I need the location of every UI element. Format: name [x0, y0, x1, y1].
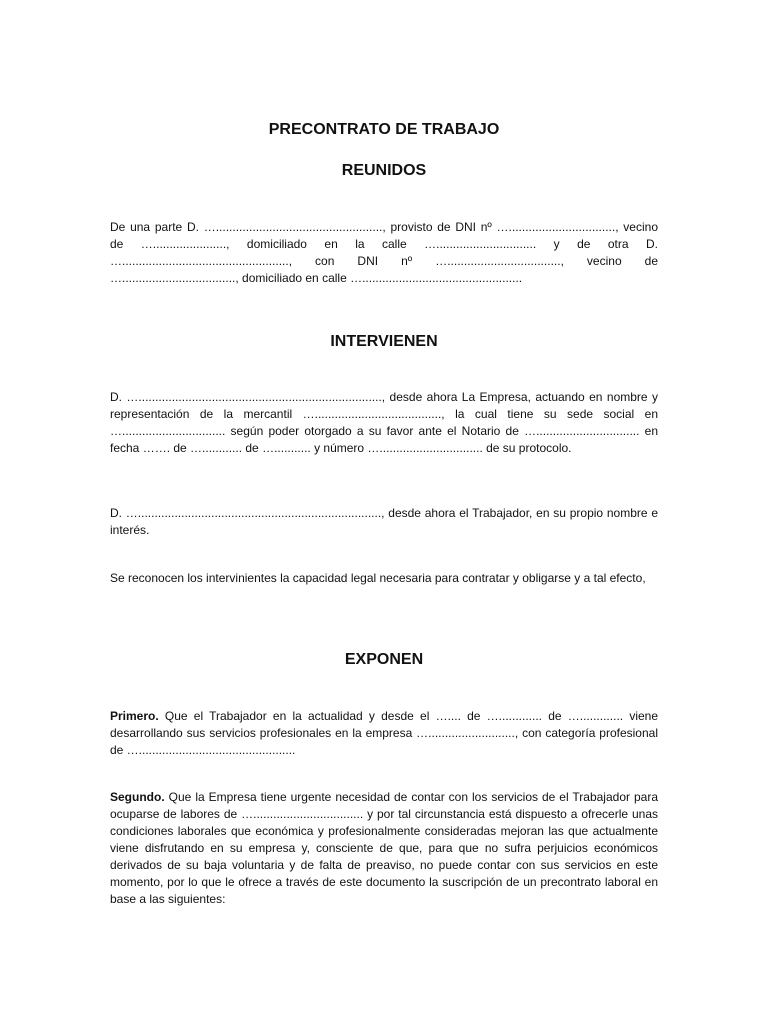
intervienen-paragraph-empresa: D. …........................................................................., desde ahora La Empresa, actuando en nombre y representación de la mercantil …......................................, la cual tiene su sede social en …............................... según poder otorgado a su favor ante el Notario de …............................... en fecha ……. de …............ de …........... y número …............................... de su protocolo. — [110, 390, 658, 455]
exponen-item-text: Que la Empresa tiene urgente necesidad de contar con los servicios de el Trabajador para ocuparse de labores de …................................. y por tal circunstancia está dispuesto a ofrecerle unas condiciones laborales que económica y profesionalmente consideradas mejoran las que actualmente viene disfrutando en su empresa y, consciente de que, para que no sufra perjuicios económicos derivados de su baja voluntaria y de falta de preaviso, no puede contar con sus servicios en este momento, por lo que le ofrece a través de este documento la suscripción de un precontrato laboral en base a las siguientes: — [110, 790, 658, 906]
exponen-item-lead: Primero. — [110, 709, 159, 723]
intervienen-paragraph-trabajador: D. …........................................................................., desde ahora el Trabajador, en su propio nombre e interés. — [110, 506, 658, 537]
intervienen-paragraph-capacidad: Se reconocen los intervinientes la capacidad legal necesaria para contratar y obligarse y a tal efecto, — [110, 571, 646, 585]
exponen-item-text: Que el Trabajador en la actualidad y desde el ….... de …............. de …............. viene desarrollando sus servicios profesionales en la empresa ….........................., con categoría profesional de …............................................... — [110, 709, 658, 757]
exponen-item-lead: Segundo. — [110, 790, 165, 804]
heading-reunidos: REUNIDOS — [341, 162, 427, 179]
reunidos-paragraph: De una parte D. ….................................................., provisto de DNI nº …................................, vecino de …......................, domiciliado en la calle ….............................. y de otra D. ….................................................., con DNI nº ….................................., vecino de ….................................., domiciliado en calle …................................................ — [110, 220, 658, 285]
document-title: PRECONTRATO DE TRABAJO — [268, 121, 500, 138]
exponen-item-segundo — [110, 789, 658, 908]
heading-exponen: EXPONEN — [344, 651, 424, 668]
heading-intervienen: INTERVIENEN — [330, 333, 438, 350]
exponen-item-primero — [110, 708, 658, 759]
